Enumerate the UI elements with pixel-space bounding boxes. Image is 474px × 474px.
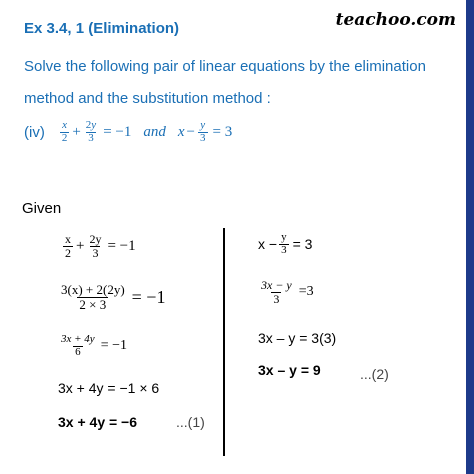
teachoo-logo: teachoo.com	[335, 10, 456, 30]
given-equation-1: $\frac{x}{2}$ + $\frac{2y}{3}$ = −1	[61, 119, 132, 144]
right-step-1: x − $\frac{y}{3}$ = 3	[258, 231, 313, 256]
question-line-2: method and the substitution method :	[24, 90, 271, 107]
equation-2-result: 3x – y = 9	[258, 362, 321, 378]
left-step-2: $\frac{3(x) + 2(2y)}{2 \times 3}$ = −1	[61, 282, 166, 312]
divider-line	[223, 228, 225, 456]
part-label: (iv)	[24, 123, 45, 141]
right-accent-bar	[466, 0, 474, 474]
right-step-3: 3x – y = 3(3)	[258, 330, 337, 346]
given-equation-2: x − $\frac{y}{3}$ = 3	[177, 119, 233, 144]
equation-2-tag: ...(2)	[360, 366, 389, 382]
equation-1-tag: ...(1)	[176, 414, 205, 430]
left-step-3: $\frac{3x + 4y}{6}$ = −1	[61, 333, 127, 358]
left-step-4: 3x + 4y = −1 × 6	[58, 380, 160, 396]
equation-1-result: 3x + 4y = −6	[58, 414, 138, 430]
question-equation-line	[24, 120, 232, 144]
question-line-1: Solve the following pair of linear equations by the elimination	[24, 58, 426, 75]
right-step-2: $\frac{3x - y}{3}$ =3	[261, 278, 314, 306]
left-step-1: $\frac{x}{2}$ + $\frac{2y}{3}$ = −1	[65, 232, 136, 260]
given-label: Given	[22, 200, 62, 217]
and-word: and	[143, 123, 166, 140]
exercise-title: Ex 3.4, 1 (Elimination)	[24, 20, 180, 37]
